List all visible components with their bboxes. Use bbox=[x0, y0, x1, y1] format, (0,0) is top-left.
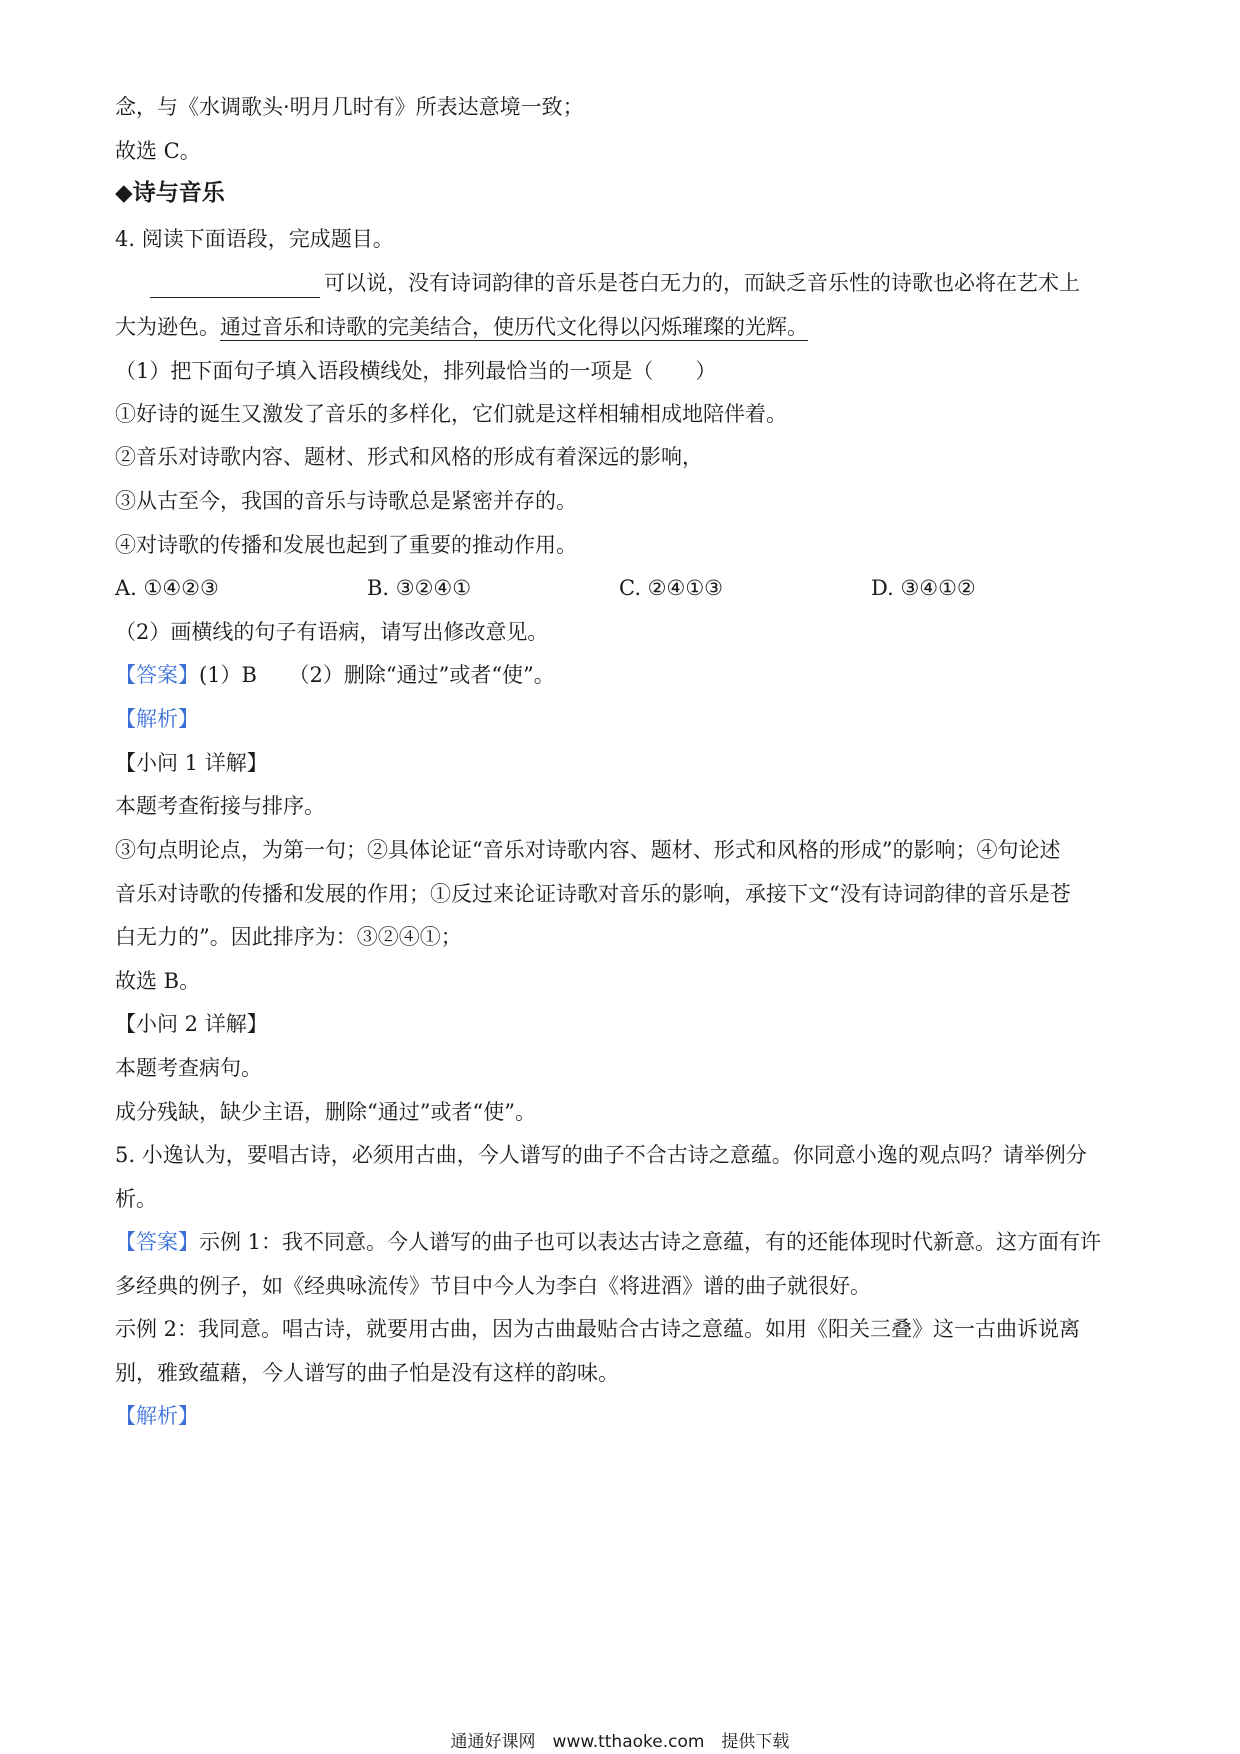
sentence-2: ②音乐对诗歌内容、题材、形式和风格的形成有着深远的影响， bbox=[115, 445, 703, 469]
underlined-sentence: 通过音乐和诗歌的完美结合，使历代文化得以闪烁璀璨的光辉。 bbox=[220, 315, 808, 339]
analysis-text: 本题考查衔接与排序。 bbox=[115, 794, 325, 818]
analysis-tag: 【解析】 bbox=[115, 707, 199, 731]
option-b: B. ③②④① bbox=[367, 576, 472, 600]
sub-question-heading: 【小问 2 详解】 bbox=[115, 1012, 268, 1036]
answer-tag: 【答案】 bbox=[115, 663, 199, 687]
section-heading: ◆诗与音乐 bbox=[115, 179, 225, 206]
question-5-stem: 析。 bbox=[115, 1187, 157, 1211]
answer-text: 示例 2：我同意。唱古诗，就要用古曲，因为古曲最贴合古诗之意蕴。如用《阳关三叠》这一古曲诉说离 bbox=[115, 1317, 1081, 1341]
answer-line-q5 bbox=[115, 1227, 1101, 1257]
answer-line-q4 bbox=[115, 660, 555, 690]
analysis-text: 音乐对诗歌的传播和发展的作用；①反过来论证诗歌对音乐的影响，承接下文“没有诗词韵律的音乐是苍 bbox=[115, 882, 1071, 906]
text-line: 故选 C。 bbox=[115, 139, 201, 163]
text-line: 念，与《水调歌头·明月几时有》所表达意境一致； bbox=[115, 95, 584, 119]
option-c: C. ②④①③ bbox=[619, 576, 723, 600]
option-a: A. ①④②③ bbox=[115, 576, 219, 600]
page-footer: 通通好课网 www.tthaoke.com 提供下载 bbox=[450, 1732, 790, 1752]
passage-text: 大为逊色。 bbox=[115, 315, 220, 339]
analysis-text: 故选 B。 bbox=[115, 969, 201, 993]
fill-in-blank bbox=[150, 275, 320, 298]
analysis-text: 成分残缺，缺少主语，删除“通过”或者“使”。 bbox=[115, 1100, 536, 1124]
question-4-stem: 4. 阅读下面语段，完成题目。 bbox=[115, 227, 394, 251]
answer-tag: 【答案】 bbox=[115, 1230, 199, 1254]
passage-line-2 bbox=[115, 312, 808, 342]
sentence-4: ④对诗歌的传播和发展也起到了重要的推动作用。 bbox=[115, 533, 577, 557]
sentence-3: ③从古至今，我国的音乐与诗歌总是紧密并存的。 bbox=[115, 489, 577, 513]
passage-text: 可以说，没有诗词韵律的音乐是苍白无力的，而缺乏音乐性的诗歌也必将在艺术上 bbox=[324, 271, 1080, 295]
answer-text: (1）B （2）删除“通过”或者“使”。 bbox=[199, 663, 555, 687]
analysis-tag: 【解析】 bbox=[115, 1404, 199, 1428]
options-row bbox=[115, 573, 1015, 603]
sub-question-heading: 【小问 1 详解】 bbox=[115, 751, 268, 775]
sentence-1: ①好诗的诞生又激发了音乐的多样化，它们就是这样相辅相成地陪伴着。 bbox=[115, 402, 787, 426]
question-5-stem: 5. 小逸认为，要唱古诗，必须用古曲，今人谱写的曲子不合古诗之意蕴。你同意小逸的观点吗？请举例分 bbox=[115, 1143, 1087, 1167]
sub-question-1: （1）把下面句子填入语段横线处，排列最恰当的一项是（ ） bbox=[115, 359, 717, 383]
answer-text: 多经典的例子，如《经典咏流传》节目中今人为李白《将进酒》谱的曲子就很好。 bbox=[115, 1274, 871, 1298]
option-d: D. ③④①② bbox=[871, 576, 976, 600]
sub-question-2: （2）画横线的句子有语病，请写出修改意见。 bbox=[115, 620, 549, 644]
passage-line-1 bbox=[150, 268, 1080, 298]
analysis-text: 本题考查病句。 bbox=[115, 1056, 262, 1080]
answer-text: 示例 1：我不同意。今人谱写的曲子也可以表达古诗之意蕴，有的还能体现时代新意。这方面有许 bbox=[199, 1230, 1102, 1254]
answer-text: 别，雅致蕴藉，今人谱写的曲子怕是没有这样的韵味。 bbox=[115, 1361, 619, 1385]
analysis-text: ③句点明论点，为第一句；②具体论证“音乐对诗歌内容、题材、形式和风格的形成”的影响；④句论述 bbox=[115, 838, 1061, 862]
analysis-text: 白无力的”。因此排序为：③②④①； bbox=[115, 925, 462, 949]
